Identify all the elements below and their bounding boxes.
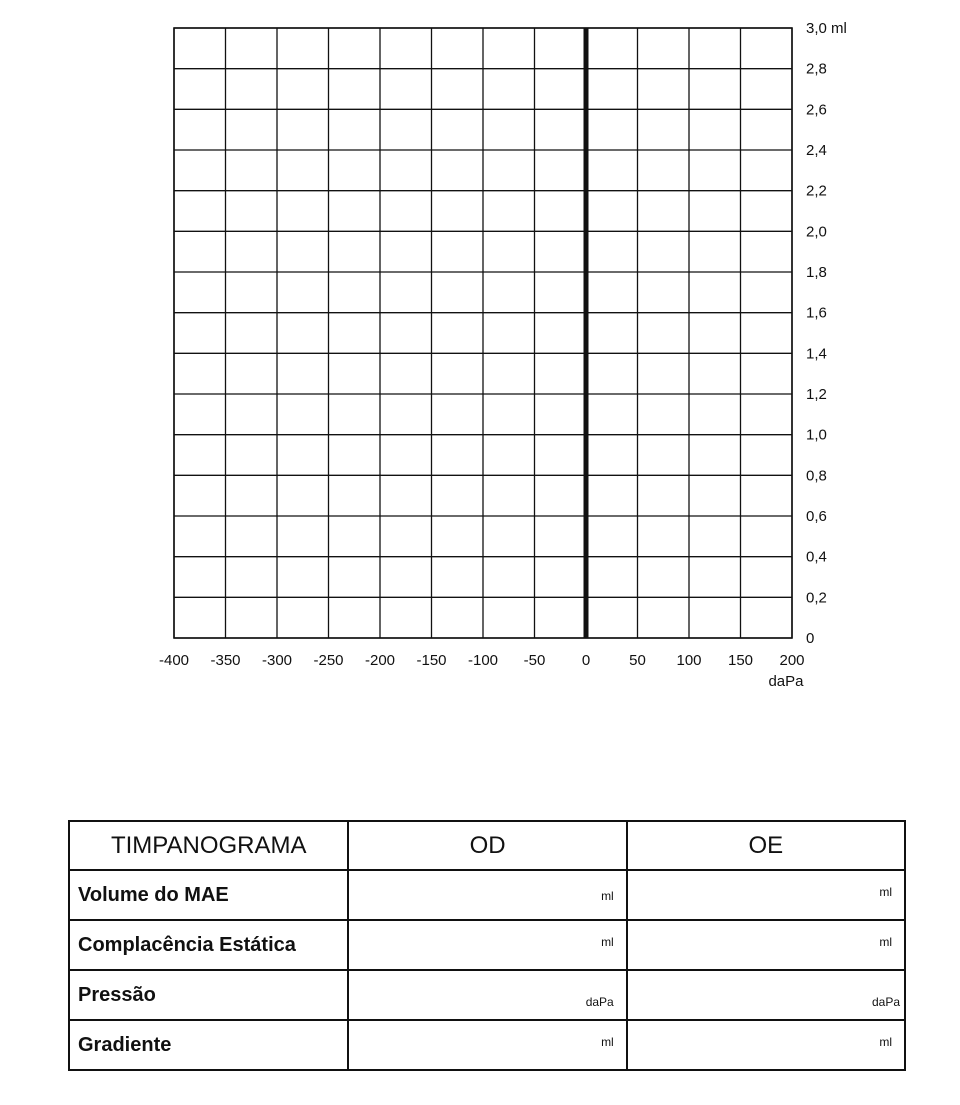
table-header-row: [69, 821, 905, 870]
table-row: [69, 970, 905, 1020]
header-oe: OE: [627, 821, 905, 870]
y-tick-label: 2,2: [806, 182, 827, 200]
x-tick-label: 100: [676, 652, 702, 669]
unit-label: daPa: [871, 995, 900, 1009]
unit-label: daPa: [585, 995, 614, 1009]
header-timpanograma: TIMPANOGRAMA: [69, 821, 348, 870]
y-tick-label: 2,4: [806, 142, 827, 159]
row-label: Complacência Estática: [69, 920, 348, 970]
unit-label: ml: [601, 889, 614, 903]
y-tick-label: 1,8: [806, 264, 827, 281]
y-tick-label: 3,0 ml: [806, 20, 847, 37]
oe-gradiente-field[interactable]: [627, 1020, 905, 1070]
unit-label: ml: [601, 1035, 614, 1049]
oe-pressao-field[interactable]: [627, 970, 905, 1020]
y-tick-label: 1,0: [806, 426, 827, 444]
x-tick-label: -150: [416, 652, 447, 669]
y-tick-label: 2,8: [806, 60, 827, 78]
x-tick-label: 200: [779, 652, 805, 669]
table-row: [69, 870, 905, 920]
x-tick-label: -100: [467, 652, 499, 669]
od-volume-field[interactable]: [348, 870, 626, 920]
y-tick-label: 0: [806, 630, 815, 647]
x-tick-label: -300: [261, 652, 293, 669]
unit-label: ml: [601, 935, 614, 949]
od-complacencia-field[interactable]: [348, 920, 626, 970]
y-tick-label: 2,0: [806, 223, 827, 241]
od-gradiente-field[interactable]: [348, 1020, 626, 1070]
od-pressao-field[interactable]: [348, 970, 626, 1020]
y-tick-label: 2,6: [806, 101, 827, 119]
y-tick-label: 0,8: [806, 467, 827, 485]
y-tick-label: 0,6: [806, 508, 827, 525]
y-tick-label: 0,2: [806, 589, 827, 607]
unit-label: ml: [879, 935, 892, 949]
x-axis-label: daPa: [768, 673, 804, 690]
oe-volume-field[interactable]: [627, 870, 905, 920]
y-tick-label: 1,6: [806, 304, 827, 322]
unit-label: ml: [879, 885, 892, 899]
header-od: OD: [348, 821, 626, 870]
x-tick-label: -250: [313, 652, 344, 669]
row-label: Pressão: [69, 970, 348, 1020]
y-tick-label: 1,2: [806, 386, 827, 403]
x-tick-label: -400: [158, 652, 190, 669]
x-tick-label: 0: [581, 652, 591, 669]
row-label: Gradiente: [69, 1020, 348, 1070]
x-tick-label: -200: [364, 652, 396, 669]
y-tick-label: 0,4: [806, 548, 827, 566]
table-row: [69, 920, 905, 970]
y-tick-label: 1,4: [806, 345, 827, 363]
x-tick-label: -50: [523, 652, 546, 669]
x-tick-label: -350: [210, 652, 241, 669]
x-tick-label: 50: [629, 652, 646, 669]
tympanogram-table: [68, 820, 906, 1071]
unit-label: ml: [879, 1035, 892, 1049]
oe-complacencia-field[interactable]: [627, 920, 905, 970]
row-label: Volume do MAE: [69, 870, 348, 920]
table-row: [69, 1020, 905, 1070]
x-tick-label: 150: [727, 652, 754, 669]
